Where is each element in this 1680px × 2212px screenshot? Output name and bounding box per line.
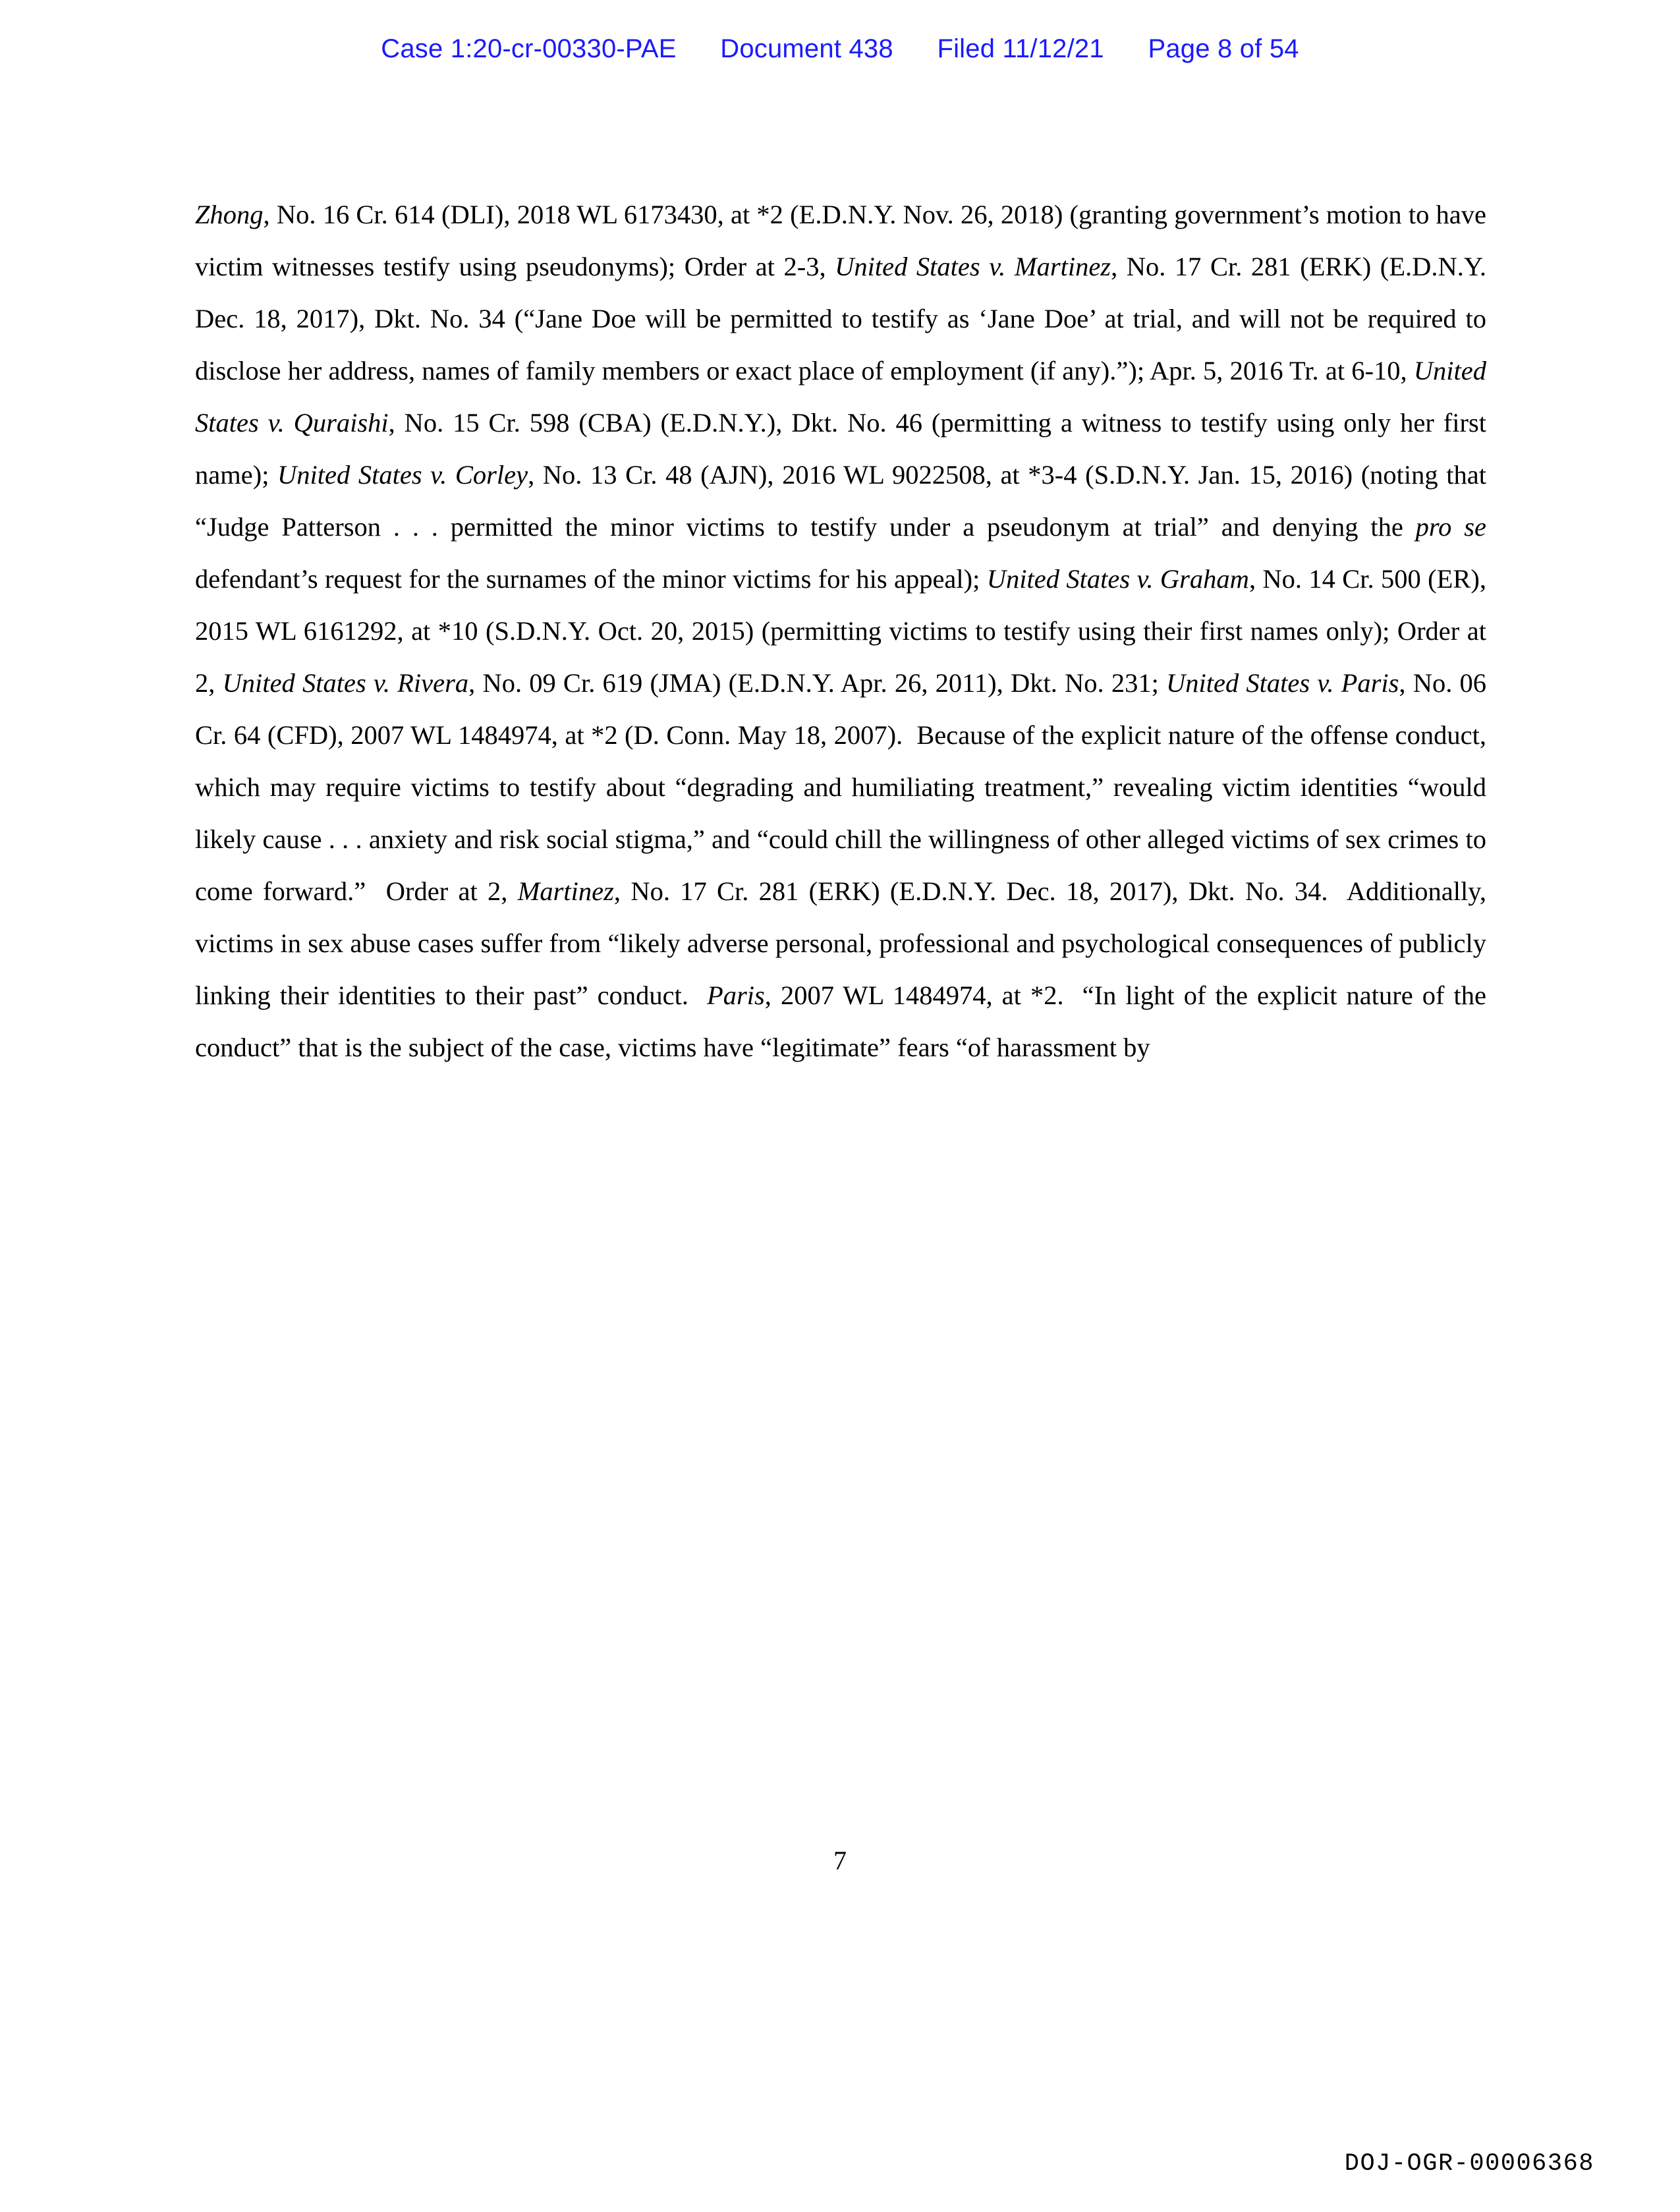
ecf-page-count: Page 8 of 54 <box>1148 34 1299 63</box>
body-paragraph: Zhong, No. 16 Cr. 614 (DLI), 2018 WL 6173430, at *2 (E.D.N.Y. Nov. 26, 2018) (granting government’s motion to have victim witnesses testify using pseudonyms); Order at 2-3, United States v. Martinez, No. 17 Cr. 281 (ERK) (E.D.N.Y. Dec. 18, 2017), Dkt. No. 34 (“Jane Doe will be permitted to testify as ‘Jane Doe’ at trial, and will not be required to disclose her address, names of family members or exact place of employment (if any).”); Apr. 5, 2016 Tr. at 6-10, United States v. Quraishi, No. 15 Cr. 598 (CBA) (E.D.N.Y.), Dkt. No. 46 (permitting a witness to testify using only her first name); United States v. Corley, No. 13 Cr. 48 (AJN), 2016 WL 9022508, at *3-4 (S.D.N.Y. Jan. 15, 2016) (noting that “Judge Patterson . . . permitted the minor victims to testify under a pseudonym at trial” and denying the pro se defendant’s request for the surnames of the minor victims for his appeal); United States v. Graham, No. 14 Cr. 500 (ER), 2015 WL 6161292, at *10 (S.D.N.Y. Oct. 20, 2015) (permitting victims to testify using their first names only); Order at 2, United States v. Rivera, No. 09 Cr. 619 (JMA) (E.D.N.Y. Apr. 26, 2011), Dkt. No. 231; United States v. Paris, No. 06 Cr. 64 (CFD), 2007 WL 1484974, at *2 (D. Conn. May 18, 2007). Because of the explicit nature of the offense conduct, which may require victims to testify about “degrading and humiliating treatment,” revealing victim identities “would likely cause . . . anxiety and risk social stigma,” and “could chill the willingness of other alleged victims of sex crimes to come forward.” Order at 2, Martinez, No. 17 Cr. 281 (ERK) (E.D.N.Y. Dec. 18, 2017), Dkt. No. 34. Additionally, victims in sex abuse cases suffer from “likely adverse personal, professional and psychological consequences of publicly linking their identities to their past” conduct. Paris, 2007 WL 1484974, at *2. “In light of the explicit nature of the conduct” that is the subject of the case, victims have “legitimate” fears “of harassment by <box>195 200 1487 1062</box>
ecf-stamp-header <box>0 34 1680 64</box>
bates-number: DOJ-OGR-00006368 <box>1344 2150 1594 2178</box>
ecf-filed-date: Filed 11/12/21 <box>937 34 1104 63</box>
ecf-case-number: Case 1:20-cr-00330-PAE <box>381 34 677 63</box>
document-body <box>195 188 1486 1073</box>
ecf-document-number: Document 438 <box>720 34 893 63</box>
page-number: 7 <box>833 1846 847 1875</box>
